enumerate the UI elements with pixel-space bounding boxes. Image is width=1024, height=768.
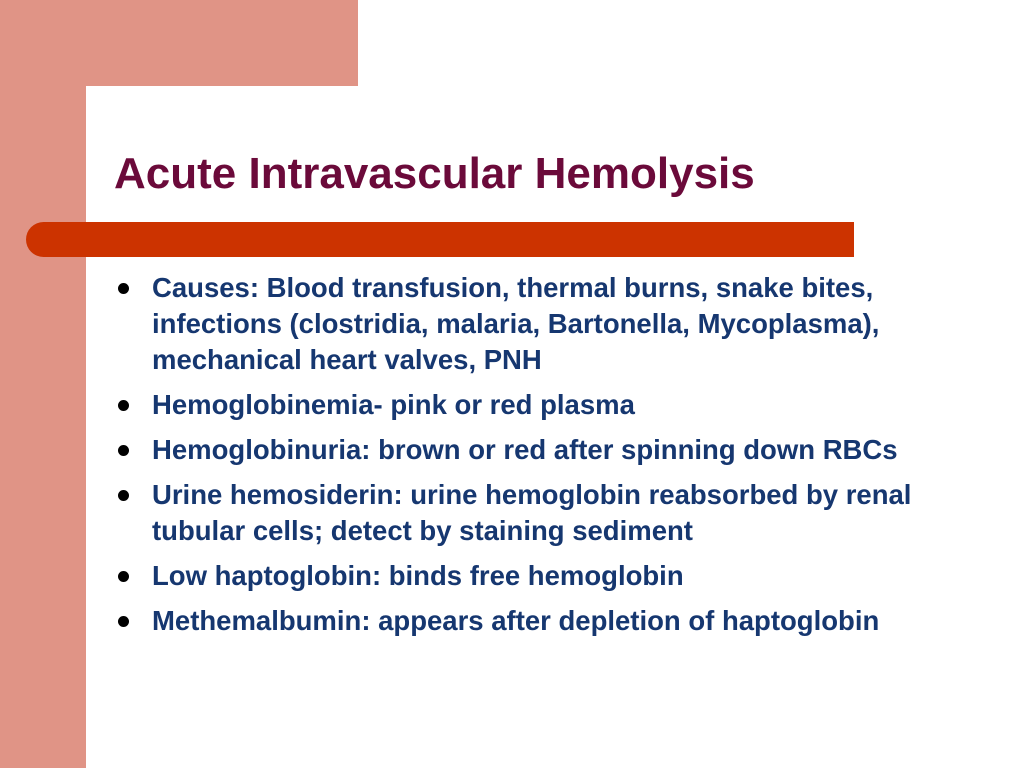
bullet-item [114,477,994,549]
bullet-list [114,270,994,648]
bullet-dot-icon [118,400,129,411]
bullet-text: Causes: Blood transfusion, thermal burns, snake bites, infections (clostridia, malaria, Bartonella, Mycoplasma), mechanical heart valves, PNH [152,272,880,375]
bullet-text: Hemoglobinuria: brown or red after spinning down RBCs [152,434,898,465]
bullet-text: Methemalbumin: appears after depletion of haptoglobin [152,605,880,636]
bullet-item [114,270,994,378]
bullet-item [114,603,994,639]
decorative-top-band [0,0,358,86]
bullet-dot-icon [118,616,129,627]
bullet-item [114,558,994,594]
title-underline-bar [26,222,854,257]
slide-title: Acute Intravascular Hemolysis [114,149,755,198]
bullet-item [114,432,994,468]
bullet-item [114,387,994,423]
bullet-dot-icon [118,571,129,582]
bullet-text: Urine hemosiderin: urine hemoglobin reabsorbed by renal tubular cells; detect by staining sediment [152,479,912,546]
bullet-dot-icon [118,490,129,501]
bullet-text: Low haptoglobin: binds free hemoglobin [152,560,684,591]
bullet-dot-icon [118,283,129,294]
bullet-text: Hemoglobinemia- pink or red plasma [152,389,635,420]
decorative-side-band [0,0,86,768]
bullet-dot-icon [118,445,129,456]
